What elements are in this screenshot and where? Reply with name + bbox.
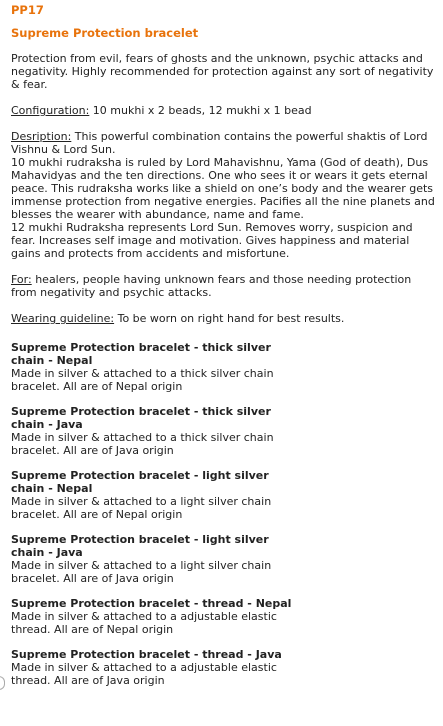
variant-name: Supreme Protection bracelet - thick silver chain - Java	[11, 405, 271, 431]
variant-description: Made in silver & attached to a light silver chain bracelet. All are of Nepal origin	[11, 495, 272, 521]
variant-name: Supreme Protection bracelet - thread - Java	[11, 648, 282, 661]
description	[11, 130, 439, 260]
variant-description: Made in silver & attached to a thick silver chain bracelet. All are of Java origin	[11, 431, 274, 457]
variant-description: Made in silver & attached to a adjustable elastic thread. All are of Nepal origin	[11, 610, 277, 636]
variant-item	[11, 469, 301, 521]
product-code: PP17	[11, 3, 44, 17]
variant-name: Supreme Protection bracelet - light silver chain - Java	[11, 533, 269, 559]
description-text-3: 12 mukhi Rudraksha represents Lord Sun. Removes worry, suspicion and fear. Increases self image and motivation. Gives happiness and material gains and protects from accidents and misfortune.	[11, 221, 413, 260]
variant-name: Supreme Protection bracelet - thread - Nepal	[11, 597, 292, 610]
configuration	[11, 104, 439, 117]
configuration-label: Configuration:	[11, 104, 90, 117]
variant-description: Made in silver & attached to a adjustable elastic thread. All are of Java origin	[11, 661, 277, 687]
for-value: healers, people having unknown fears and those needing protection from negativity and psychic attacks.	[11, 273, 412, 299]
configuration-value: 10 mukhi x 2 beads, 12 mukhi x 1 bead	[89, 104, 312, 117]
for-section	[11, 273, 439, 299]
variant-item	[11, 341, 301, 393]
variant-item	[11, 597, 301, 636]
variant-name: Supreme Protection bracelet - thick silver chain - Nepal	[11, 341, 271, 367]
description-label: Desription:	[11, 130, 72, 143]
variant-item	[11, 533, 301, 585]
variant-list	[11, 341, 439, 687]
edge-handle	[0, 676, 5, 690]
variant-description: Made in silver & attached to a light silver chain bracelet. All are of Java origin	[11, 559, 272, 585]
wearing-label: Wearing guideline:	[11, 312, 115, 325]
product-intro: Protection from evil, fears of ghosts and the unknown, psychic attacks and negativity. Highly recommended for protection against any sort of negativity & fear.	[11, 52, 434, 91]
variant-description: Made in silver & attached to a thick silver chain bracelet. All are of Nepal origin	[11, 367, 274, 393]
description-text-2: 10 mukhi rudraksha is ruled by Lord Mahavishnu, Yama (God of death), Dus Mahavidyas and the ten directions. One who sees it or wears it gets eternal peace. This rudraksha works like a shield on one’s body and the wearer gets immense protection from negative energies. Pacifies all the nine planets and blesses the wearer with abundance, name and fame.	[11, 156, 435, 221]
description-line-1	[11, 130, 427, 156]
wearing-value: To be worn on right hand for best results.	[114, 312, 345, 325]
product-content	[11, 3, 439, 699]
for-label: For:	[11, 273, 32, 286]
product-title: Supreme Protection bracelet	[11, 26, 199, 40]
variant-item	[11, 405, 301, 457]
wearing-guideline	[11, 312, 439, 325]
variant-name: Supreme Protection bracelet - light silver chain - Nepal	[11, 469, 269, 495]
description-text-1: This powerful combination contains the powerful shaktis of Lord Vishnu & Lord Sun.	[11, 130, 428, 156]
variant-item	[11, 648, 301, 687]
